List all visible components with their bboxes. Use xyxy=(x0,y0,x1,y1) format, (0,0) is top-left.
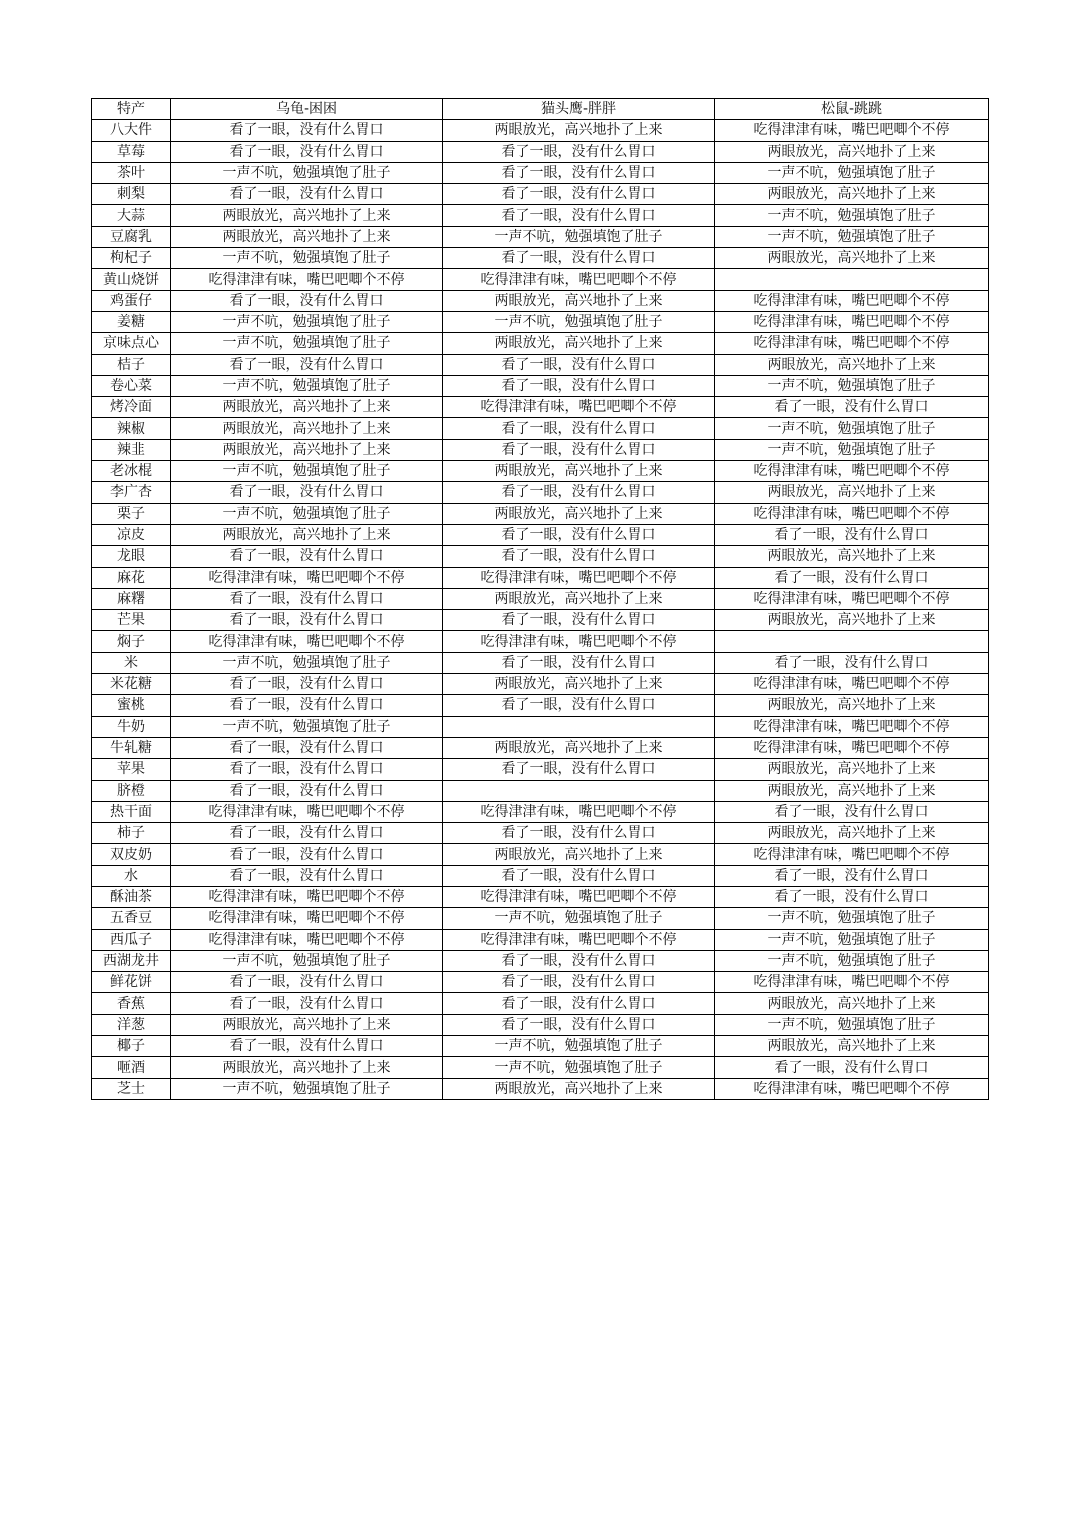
squirrel-reaction-cell: 一声不吭，勉强填饱了肚子 xyxy=(715,1014,989,1035)
turtle-reaction-cell: 吃得津津有味，嘴巴吧唧个不停 xyxy=(171,269,443,290)
squirrel-reaction-cell: 看了一眼，没有什么胃口 xyxy=(715,397,989,418)
specialty-cell: 五香豆 xyxy=(92,908,171,929)
turtle-reaction-cell: 看了一眼，没有什么胃口 xyxy=(171,120,443,141)
turtle-reaction-cell: 看了一眼，没有什么胃口 xyxy=(171,290,443,311)
squirrel-reaction-cell: 看了一眼，没有什么胃口 xyxy=(715,865,989,886)
specialty-cell: 西瓜子 xyxy=(92,929,171,950)
table-body xyxy=(92,120,989,1100)
owl-reaction-cell: 看了一眼，没有什么胃口 xyxy=(443,162,715,183)
table-row xyxy=(92,588,989,609)
specialty-cell: 八大件 xyxy=(92,120,171,141)
owl-reaction-cell: 看了一眼，没有什么胃口 xyxy=(443,205,715,226)
owl-reaction-cell: 看了一眼，没有什么胃口 xyxy=(443,524,715,545)
turtle-reaction-cell: 看了一眼，没有什么胃口 xyxy=(171,610,443,631)
owl-reaction-cell: 看了一眼，没有什么胃口 xyxy=(443,354,715,375)
squirrel-reaction-cell: 吃得津津有味，嘴巴吧唧个不停 xyxy=(715,461,989,482)
squirrel-reaction-cell: 吃得津津有味，嘴巴吧唧个不停 xyxy=(715,333,989,354)
table-row xyxy=(92,439,989,460)
specialty-cell: 凉皮 xyxy=(92,524,171,545)
table-row xyxy=(92,1036,989,1057)
turtle-reaction-cell: 两眼放光，高兴地扑了上来 xyxy=(171,1057,443,1078)
owl-reaction-cell: 一声不吭，勉强填饱了肚子 xyxy=(443,908,715,929)
owl-reaction-cell: 两眼放光，高兴地扑了上来 xyxy=(443,844,715,865)
turtle-reaction-cell: 两眼放光，高兴地扑了上来 xyxy=(171,226,443,247)
specialty-cell: 烤冷面 xyxy=(92,397,171,418)
owl-reaction-cell: 吃得津津有味，嘴巴吧唧个不停 xyxy=(443,269,715,290)
turtle-reaction-cell: 一声不吭，勉强填饱了肚子 xyxy=(171,162,443,183)
squirrel-reaction-cell: 吃得津津有味，嘴巴吧唧个不停 xyxy=(715,290,989,311)
specialty-cell: 热干面 xyxy=(92,801,171,822)
owl-reaction-cell: 吃得津津有味，嘴巴吧唧个不停 xyxy=(443,886,715,907)
specialty-reaction-table xyxy=(91,98,989,1100)
column-header-owl: 猫头鹰-胖胖 xyxy=(443,99,715,120)
owl-reaction-cell: 看了一眼，没有什么胃口 xyxy=(443,184,715,205)
turtle-reaction-cell: 看了一眼，没有什么胃口 xyxy=(171,184,443,205)
specialty-cell: 茶叶 xyxy=(92,162,171,183)
turtle-reaction-cell: 两眼放光，高兴地扑了上来 xyxy=(171,205,443,226)
owl-reaction-cell: 看了一眼，没有什么胃口 xyxy=(443,375,715,396)
specialty-cell: 豆腐乳 xyxy=(92,226,171,247)
turtle-reaction-cell: 看了一眼，没有什么胃口 xyxy=(171,780,443,801)
table-row xyxy=(92,461,989,482)
turtle-reaction-cell: 看了一眼，没有什么胃口 xyxy=(171,354,443,375)
specialty-cell: 麻花 xyxy=(92,567,171,588)
table-row xyxy=(92,397,989,418)
squirrel-reaction-cell: 吃得津津有味，嘴巴吧唧个不停 xyxy=(715,844,989,865)
owl-reaction-cell: 一声不吭，勉强填饱了肚子 xyxy=(443,1057,715,1078)
specialty-cell: 芝士 xyxy=(92,1078,171,1099)
table-row xyxy=(92,311,989,332)
owl-reaction-cell: 吃得津津有味，嘴巴吧唧个不停 xyxy=(443,631,715,652)
owl-reaction-cell: 两眼放光，高兴地扑了上来 xyxy=(443,503,715,524)
specialty-cell: 麻糬 xyxy=(92,588,171,609)
specialty-cell: 姜糖 xyxy=(92,311,171,332)
table-row xyxy=(92,524,989,545)
owl-reaction-cell: 看了一眼，没有什么胃口 xyxy=(443,482,715,503)
turtle-reaction-cell: 吃得津津有味，嘴巴吧唧个不停 xyxy=(171,929,443,950)
specialty-cell: 牛轧糖 xyxy=(92,737,171,758)
table-row xyxy=(92,482,989,503)
owl-reaction-cell: 一声不吭，勉强填饱了肚子 xyxy=(443,1036,715,1057)
squirrel-reaction-cell: 两眼放光，高兴地扑了上来 xyxy=(715,248,989,269)
owl-reaction-cell: 看了一眼，没有什么胃口 xyxy=(443,823,715,844)
turtle-reaction-cell: 两眼放光，高兴地扑了上来 xyxy=(171,397,443,418)
specialty-cell: 刺梨 xyxy=(92,184,171,205)
turtle-reaction-cell: 看了一眼，没有什么胃口 xyxy=(171,588,443,609)
table-row xyxy=(92,865,989,886)
turtle-reaction-cell: 吃得津津有味，嘴巴吧唧个不停 xyxy=(171,886,443,907)
specialty-cell: 鲜花饼 xyxy=(92,972,171,993)
turtle-reaction-cell: 看了一眼，没有什么胃口 xyxy=(171,972,443,993)
specialty-cell: 米 xyxy=(92,652,171,673)
specialty-cell: 椰子 xyxy=(92,1036,171,1057)
table-row xyxy=(92,929,989,950)
owl-reaction-cell: 看了一眼，没有什么胃口 xyxy=(443,695,715,716)
specialty-cell: 李广杏 xyxy=(92,482,171,503)
owl-reaction-cell: 看了一眼，没有什么胃口 xyxy=(443,950,715,971)
turtle-reaction-cell: 一声不吭，勉强填饱了肚子 xyxy=(171,716,443,737)
turtle-reaction-cell: 一声不吭，勉强填饱了肚子 xyxy=(171,333,443,354)
specialty-cell: 老冰棍 xyxy=(92,461,171,482)
squirrel-reaction-cell: 看了一眼，没有什么胃口 xyxy=(715,1057,989,1078)
specialty-cell: 栗子 xyxy=(92,503,171,524)
squirrel-reaction-cell: 一声不吭，勉强填饱了肚子 xyxy=(715,950,989,971)
turtle-reaction-cell: 看了一眼，没有什么胃口 xyxy=(171,482,443,503)
owl-reaction-cell: 看了一眼，没有什么胃口 xyxy=(443,993,715,1014)
table-row xyxy=(92,716,989,737)
turtle-reaction-cell: 一声不吭，勉强填饱了肚子 xyxy=(171,375,443,396)
turtle-reaction-cell: 看了一眼，没有什么胃口 xyxy=(171,759,443,780)
squirrel-reaction-cell: 吃得津津有味，嘴巴吧唧个不停 xyxy=(715,972,989,993)
squirrel-reaction-cell xyxy=(715,269,989,290)
owl-reaction-cell: 看了一眼，没有什么胃口 xyxy=(443,972,715,993)
table-row xyxy=(92,652,989,673)
specialty-cell: 香蕉 xyxy=(92,993,171,1014)
turtle-reaction-cell: 两眼放光，高兴地扑了上来 xyxy=(171,1014,443,1035)
owl-reaction-cell: 看了一眼，没有什么胃口 xyxy=(443,439,715,460)
table-row xyxy=(92,226,989,247)
turtle-reaction-cell: 看了一眼，没有什么胃口 xyxy=(171,865,443,886)
specialty-cell: 牛奶 xyxy=(92,716,171,737)
table-row xyxy=(92,567,989,588)
table-row xyxy=(92,886,989,907)
squirrel-reaction-cell: 一声不吭，勉强填饱了肚子 xyxy=(715,205,989,226)
squirrel-reaction-cell: 吃得津津有味，嘴巴吧唧个不停 xyxy=(715,588,989,609)
squirrel-reaction-cell: 一声不吭，勉强填饱了肚子 xyxy=(715,439,989,460)
squirrel-reaction-cell: 两眼放光，高兴地扑了上来 xyxy=(715,780,989,801)
squirrel-reaction-cell xyxy=(715,631,989,652)
squirrel-reaction-cell: 两眼放光，高兴地扑了上来 xyxy=(715,695,989,716)
squirrel-reaction-cell: 吃得津津有味，嘴巴吧唧个不停 xyxy=(715,311,989,332)
squirrel-reaction-cell: 看了一眼，没有什么胃口 xyxy=(715,801,989,822)
owl-reaction-cell: 两眼放光，高兴地扑了上来 xyxy=(443,674,715,695)
turtle-reaction-cell: 看了一眼，没有什么胃口 xyxy=(171,546,443,567)
table-row xyxy=(92,120,989,141)
table-row xyxy=(92,1057,989,1078)
table-header xyxy=(92,99,989,120)
specialty-cell: 枸杞子 xyxy=(92,248,171,269)
specialty-cell: 苹果 xyxy=(92,759,171,780)
squirrel-reaction-cell: 两眼放光，高兴地扑了上来 xyxy=(715,993,989,1014)
squirrel-reaction-cell: 两眼放光，高兴地扑了上来 xyxy=(715,759,989,780)
owl-reaction-cell xyxy=(443,716,715,737)
squirrel-reaction-cell: 吃得津津有味，嘴巴吧唧个不停 xyxy=(715,674,989,695)
turtle-reaction-cell: 两眼放光，高兴地扑了上来 xyxy=(171,524,443,545)
table-row xyxy=(92,610,989,631)
table-row xyxy=(92,823,989,844)
owl-reaction-cell: 看了一眼，没有什么胃口 xyxy=(443,865,715,886)
column-header-turtle: 乌龟-困困 xyxy=(171,99,443,120)
specialty-cell: 酥油茶 xyxy=(92,886,171,907)
squirrel-reaction-cell: 两眼放光，高兴地扑了上来 xyxy=(715,823,989,844)
specialty-cell: 京味点心 xyxy=(92,333,171,354)
owl-reaction-cell: 两眼放光，高兴地扑了上来 xyxy=(443,588,715,609)
squirrel-reaction-cell: 两眼放光，高兴地扑了上来 xyxy=(715,482,989,503)
turtle-reaction-cell: 看了一眼，没有什么胃口 xyxy=(171,1036,443,1057)
turtle-reaction-cell: 看了一眼，没有什么胃口 xyxy=(171,695,443,716)
owl-reaction-cell: 看了一眼，没有什么胃口 xyxy=(443,652,715,673)
specialty-cell: 辣韭 xyxy=(92,439,171,460)
squirrel-reaction-cell: 两眼放光，高兴地扑了上来 xyxy=(715,354,989,375)
turtle-reaction-cell: 一声不吭，勉强填饱了肚子 xyxy=(171,248,443,269)
specialty-cell: 大蒜 xyxy=(92,205,171,226)
turtle-reaction-cell: 一声不吭，勉强填饱了肚子 xyxy=(171,503,443,524)
table-row xyxy=(92,503,989,524)
owl-reaction-cell: 吃得津津有味，嘴巴吧唧个不停 xyxy=(443,567,715,588)
owl-reaction-cell: 两眼放光，高兴地扑了上来 xyxy=(443,737,715,758)
table-row xyxy=(92,908,989,929)
table-row xyxy=(92,333,989,354)
squirrel-reaction-cell: 吃得津津有味，嘴巴吧唧个不停 xyxy=(715,120,989,141)
owl-reaction-cell: 两眼放光，高兴地扑了上来 xyxy=(443,120,715,141)
squirrel-reaction-cell: 两眼放光，高兴地扑了上来 xyxy=(715,1036,989,1057)
turtle-reaction-cell: 看了一眼，没有什么胃口 xyxy=(171,737,443,758)
specialty-cell: 黄山烧饼 xyxy=(92,269,171,290)
owl-reaction-cell: 吃得津津有味，嘴巴吧唧个不停 xyxy=(443,801,715,822)
table-row xyxy=(92,205,989,226)
owl-reaction-cell: 两眼放光，高兴地扑了上来 xyxy=(443,333,715,354)
squirrel-reaction-cell: 吃得津津有味，嘴巴吧唧个不停 xyxy=(715,716,989,737)
owl-reaction-cell: 两眼放光，高兴地扑了上来 xyxy=(443,1078,715,1099)
table-row xyxy=(92,674,989,695)
table-row xyxy=(92,162,989,183)
owl-reaction-cell: 看了一眼，没有什么胃口 xyxy=(443,418,715,439)
owl-reaction-cell: 一声不吭，勉强填饱了肚子 xyxy=(443,311,715,332)
table-row xyxy=(92,141,989,162)
specialty-cell: 桔子 xyxy=(92,354,171,375)
turtle-reaction-cell: 一声不吭，勉强填饱了肚子 xyxy=(171,311,443,332)
owl-reaction-cell: 看了一眼，没有什么胃口 xyxy=(443,1014,715,1035)
turtle-reaction-cell: 一声不吭，勉强填饱了肚子 xyxy=(171,461,443,482)
table-row xyxy=(92,993,989,1014)
owl-reaction-cell: 吃得津津有味，嘴巴吧唧个不停 xyxy=(443,397,715,418)
owl-reaction-cell: 看了一眼，没有什么胃口 xyxy=(443,141,715,162)
turtle-reaction-cell: 看了一眼，没有什么胃口 xyxy=(171,674,443,695)
specialty-cell: 焖子 xyxy=(92,631,171,652)
table-row xyxy=(92,248,989,269)
table-row xyxy=(92,759,989,780)
turtle-reaction-cell: 看了一眼，没有什么胃口 xyxy=(171,993,443,1014)
turtle-reaction-cell: 一声不吭，勉强填饱了肚子 xyxy=(171,1078,443,1099)
table-row xyxy=(92,375,989,396)
table-row xyxy=(92,695,989,716)
specialty-cell: 蜜桃 xyxy=(92,695,171,716)
specialty-cell: 双皮奶 xyxy=(92,844,171,865)
squirrel-reaction-cell: 一声不吭，勉强填饱了肚子 xyxy=(715,162,989,183)
squirrel-reaction-cell: 一声不吭，勉强填饱了肚子 xyxy=(715,226,989,247)
specialty-cell: 水 xyxy=(92,865,171,886)
specialty-cell: 草莓 xyxy=(92,141,171,162)
squirrel-reaction-cell: 看了一眼，没有什么胃口 xyxy=(715,652,989,673)
squirrel-reaction-cell: 看了一眼，没有什么胃口 xyxy=(715,567,989,588)
column-header-squirrel: 松鼠-跳跳 xyxy=(715,99,989,120)
header-row xyxy=(92,99,989,120)
squirrel-reaction-cell: 吃得津津有味，嘴巴吧唧个不停 xyxy=(715,737,989,758)
squirrel-reaction-cell: 两眼放光，高兴地扑了上来 xyxy=(715,610,989,631)
specialty-cell: 柿子 xyxy=(92,823,171,844)
table-row xyxy=(92,354,989,375)
squirrel-reaction-cell: 两眼放光，高兴地扑了上来 xyxy=(715,141,989,162)
owl-reaction-cell: 吃得津津有味，嘴巴吧唧个不停 xyxy=(443,929,715,950)
owl-reaction-cell: 一声不吭，勉强填饱了肚子 xyxy=(443,226,715,247)
turtle-reaction-cell: 两眼放光，高兴地扑了上来 xyxy=(171,439,443,460)
owl-reaction-cell: 看了一眼，没有什么胃口 xyxy=(443,610,715,631)
squirrel-reaction-cell: 吃得津津有味，嘴巴吧唧个不停 xyxy=(715,503,989,524)
turtle-reaction-cell: 一声不吭，勉强填饱了肚子 xyxy=(171,652,443,673)
table-row xyxy=(92,780,989,801)
squirrel-reaction-cell: 吃得津津有味，嘴巴吧唧个不停 xyxy=(715,1078,989,1099)
table-row xyxy=(92,290,989,311)
owl-reaction-cell xyxy=(443,780,715,801)
owl-reaction-cell: 看了一眼，没有什么胃口 xyxy=(443,546,715,567)
specialty-cell: 鸡蛋仔 xyxy=(92,290,171,311)
table-row xyxy=(92,631,989,652)
table-row xyxy=(92,269,989,290)
turtle-reaction-cell: 看了一眼，没有什么胃口 xyxy=(171,823,443,844)
column-header-specialty: 特产 xyxy=(92,99,171,120)
table-row xyxy=(92,418,989,439)
table-row xyxy=(92,950,989,971)
squirrel-reaction-cell: 看了一眼，没有什么胃口 xyxy=(715,524,989,545)
squirrel-reaction-cell: 看了一眼，没有什么胃口 xyxy=(715,886,989,907)
table-row xyxy=(92,844,989,865)
squirrel-reaction-cell: 一声不吭，勉强填饱了肚子 xyxy=(715,908,989,929)
specialty-cell: 龙眼 xyxy=(92,546,171,567)
squirrel-reaction-cell: 两眼放光，高兴地扑了上来 xyxy=(715,546,989,567)
table-row xyxy=(92,1014,989,1035)
turtle-reaction-cell: 两眼放光，高兴地扑了上来 xyxy=(171,418,443,439)
owl-reaction-cell: 两眼放光，高兴地扑了上来 xyxy=(443,290,715,311)
squirrel-reaction-cell: 一声不吭，勉强填饱了肚子 xyxy=(715,929,989,950)
specialty-cell: 西湖龙井 xyxy=(92,950,171,971)
table-row xyxy=(92,801,989,822)
specialty-cell: 咂酒 xyxy=(92,1057,171,1078)
owl-reaction-cell: 两眼放光，高兴地扑了上来 xyxy=(443,461,715,482)
squirrel-reaction-cell: 一声不吭，勉强填饱了肚子 xyxy=(715,375,989,396)
squirrel-reaction-cell: 两眼放光，高兴地扑了上来 xyxy=(715,184,989,205)
turtle-reaction-cell: 吃得津津有味，嘴巴吧唧个不停 xyxy=(171,801,443,822)
turtle-reaction-cell: 看了一眼，没有什么胃口 xyxy=(171,141,443,162)
specialty-cell: 芒果 xyxy=(92,610,171,631)
specialty-cell: 脐橙 xyxy=(92,780,171,801)
owl-reaction-cell: 看了一眼，没有什么胃口 xyxy=(443,759,715,780)
table-row xyxy=(92,972,989,993)
table-row xyxy=(92,546,989,567)
table-row xyxy=(92,737,989,758)
table-row xyxy=(92,1078,989,1099)
specialty-cell: 辣椒 xyxy=(92,418,171,439)
turtle-reaction-cell: 吃得津津有味，嘴巴吧唧个不停 xyxy=(171,567,443,588)
turtle-reaction-cell: 一声不吭，勉强填饱了肚子 xyxy=(171,950,443,971)
specialty-cell: 卷心菜 xyxy=(92,375,171,396)
specialty-cell: 米花糖 xyxy=(92,674,171,695)
turtle-reaction-cell: 吃得津津有味，嘴巴吧唧个不停 xyxy=(171,908,443,929)
owl-reaction-cell: 看了一眼，没有什么胃口 xyxy=(443,248,715,269)
table-row xyxy=(92,184,989,205)
specialty-cell: 洋葱 xyxy=(92,1014,171,1035)
turtle-reaction-cell: 吃得津津有味，嘴巴吧唧个不停 xyxy=(171,631,443,652)
turtle-reaction-cell: 看了一眼，没有什么胃口 xyxy=(171,844,443,865)
squirrel-reaction-cell: 一声不吭，勉强填饱了肚子 xyxy=(715,418,989,439)
